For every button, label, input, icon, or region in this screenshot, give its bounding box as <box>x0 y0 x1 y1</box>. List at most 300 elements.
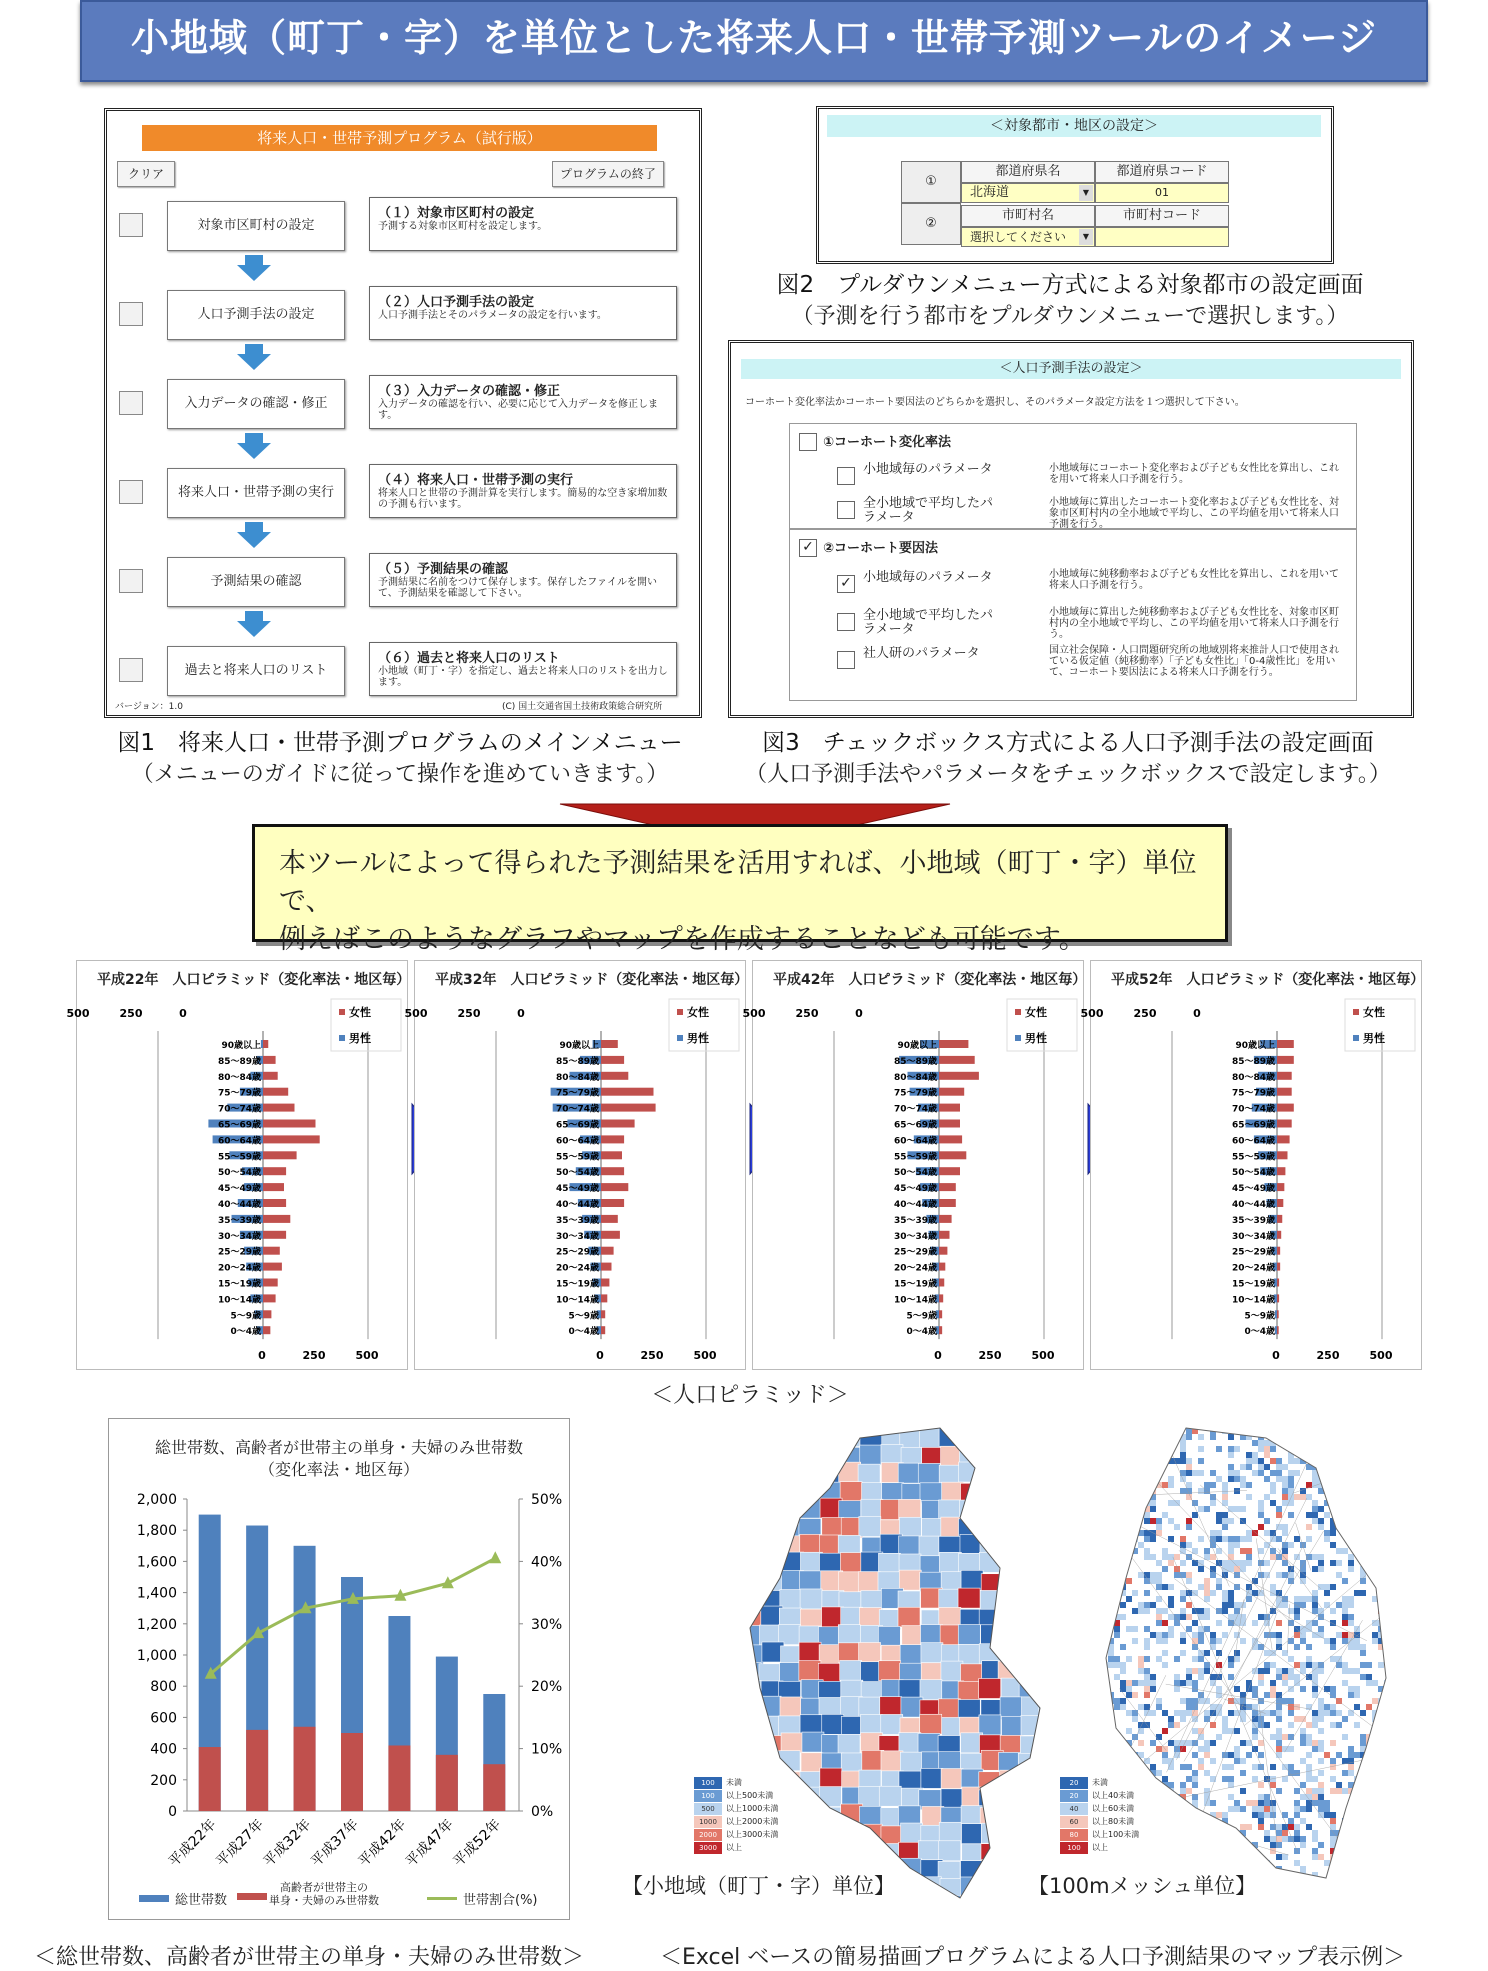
legend-male-label: 男性 <box>687 1032 709 1045</box>
legend-male-swatch <box>339 1035 345 1041</box>
legend-bar2-label <box>269 1881 379 1907</box>
chevron-down-icon[interactable]: ▼ <box>1079 229 1093 245</box>
female-bar <box>263 1056 276 1064</box>
household-chart <box>108 1418 570 1920</box>
map2-legend <box>1060 1776 1139 1854</box>
age-label: 25～29歳 <box>1231 1247 1275 1258</box>
age-label: 5～9歳 <box>906 1311 937 1322</box>
map-legend-text: 以上60未満 <box>1092 1804 1135 1813</box>
map-legend-swatch: 60 <box>1060 1816 1088 1828</box>
map-legend-text: 未満 <box>726 1778 742 1787</box>
step-detail: 入力データの確認を行い、必要に応じて入力データを修正します。 <box>378 399 658 421</box>
step-button[interactable]: 人口予測手法の設定 <box>167 290 345 340</box>
step-detail: 小地域（町丁・字）を指定し、過去と将来人口のリストを出力します。 <box>378 666 668 688</box>
map-legend-swatch: 40 <box>1060 1803 1088 1815</box>
female-bar <box>939 1263 945 1271</box>
legend-female-swatch <box>1353 1009 1359 1015</box>
age-label: 20～24歳 <box>555 1263 599 1274</box>
age-label: 0～4歳 <box>568 1327 599 1338</box>
female-bar <box>263 1183 284 1191</box>
age-label: 0～4歳 <box>230 1327 261 1338</box>
legend-male-swatch <box>1015 1035 1021 1041</box>
female-bar <box>1277 1279 1279 1287</box>
age-label: 15～19歳 <box>555 1279 599 1290</box>
bottom-tick-label: 250 <box>302 1349 326 1363</box>
x-tick-label: 平成52年 <box>450 1816 505 1871</box>
step-checkbox[interactable] <box>119 480 143 504</box>
method1-option-label: 全小地域で平均したパラメータ <box>863 496 994 525</box>
fig3-method-setting <box>728 340 1414 718</box>
city-code-label: 市町村コード <box>1095 205 1229 227</box>
female-bar <box>1277 1072 1292 1080</box>
fig3-caption-title: 図3 チェックボックス方式による人口予測手法の設定画面 <box>762 730 1374 756</box>
map-legend-row <box>1060 1841 1139 1854</box>
pyramid-svg <box>742 961 1087 1369</box>
female-bar <box>939 1326 942 1334</box>
age-label: 15～19歳 <box>893 1279 937 1290</box>
age-label: 80～84歳 <box>217 1072 261 1083</box>
top-tick-label: 250 <box>1133 1007 1157 1020</box>
legend-male-swatch <box>1353 1035 1359 1041</box>
female-bar <box>939 1231 950 1239</box>
household-caption: ＜総世帯数、高齢者が世帯主の単身・夫婦のみ世帯数＞ <box>34 1945 585 1970</box>
elderly-households-bar <box>246 1730 268 1811</box>
age-label: 0～4歳 <box>1244 1327 1275 1338</box>
step-detail: 将来人口と世帯の予測計算を実行します。簡易的な空き家増加数の予測も行います。 <box>378 488 668 510</box>
legend-male-swatch <box>677 1035 683 1041</box>
step-detail: 予測する対象市区町村を設定します。 <box>378 221 548 232</box>
map-caption: ＜Excel ベースの簡易描画プログラムによる人口予測結果のマップ表示例＞ <box>660 1945 1406 1970</box>
map-legend-text: 以上100未満 <box>1092 1830 1140 1839</box>
x-tick-label: 平成22年 <box>165 1816 220 1871</box>
female-bar <box>263 1151 297 1159</box>
female-bar <box>939 1167 960 1175</box>
female-bar <box>1277 1199 1283 1207</box>
step-heading: （１）対象市区町村の設定 <box>378 206 535 221</box>
female-bar <box>1277 1231 1281 1239</box>
bottom-tick-label: 500 <box>1031 1349 1055 1363</box>
method2-option-label: 社人研のパラメータ <box>863 646 980 661</box>
map-legend-swatch: 20 <box>1060 1777 1088 1789</box>
female-bar <box>1277 1294 1279 1302</box>
step-heading: （５）予測結果の確認 <box>378 562 509 577</box>
legend-male-label: 男性 <box>1025 1032 1047 1045</box>
pyramid-svg <box>66 961 411 1369</box>
female-bar <box>1277 1326 1279 1334</box>
age-label: 65～69歳 <box>893 1120 937 1131</box>
legend-bar1-swatch <box>139 1895 169 1902</box>
city-select-value: 選択してください <box>970 230 1067 244</box>
map-legend-row <box>694 1815 778 1828</box>
age-label: 80～84歳 <box>893 1072 937 1083</box>
female-bar <box>939 1294 943 1302</box>
city-code-value <box>1095 227 1229 247</box>
age-label: 45～49歳 <box>893 1184 937 1195</box>
age-label: 25～29歳 <box>893 1247 937 1258</box>
step-detail: 人口予測手法とそのパラメータの設定を行います。 <box>378 310 607 321</box>
female-bar <box>601 1151 622 1159</box>
female-bar <box>263 1310 271 1318</box>
method2-label: ②コーホート要因法 <box>823 541 939 556</box>
legend-bar2-line1: 高齢者が世帯主の <box>280 1881 368 1894</box>
female-bar <box>601 1247 614 1255</box>
female-bar <box>601 1120 635 1128</box>
step-description <box>369 464 677 518</box>
fig1-title: 将来人口・世帯予測プログラム（試行版） <box>142 125 657 151</box>
female-bar <box>601 1167 624 1175</box>
step-checkbox[interactable] <box>119 569 143 593</box>
female-bar <box>939 1104 960 1112</box>
method2-option-checkbox[interactable] <box>837 613 855 631</box>
x-tick-label: 平成47年 <box>403 1816 457 1871</box>
female-bar <box>263 1279 278 1287</box>
pyramid-chart <box>66 960 411 1370</box>
arrow-down-icon <box>237 344 271 370</box>
age-label: 55～59歳 <box>555 1152 599 1163</box>
y-tick-label: 400 <box>150 1741 177 1758</box>
legend-female-label: 女性 <box>1025 1006 1047 1019</box>
age-label: 5～9歳 <box>568 1311 599 1322</box>
age-label: 45～49歳 <box>555 1184 599 1195</box>
elderly-households-bar <box>388 1745 410 1811</box>
fig2-caption-title: 図2 プルダウンメニュー方式による対象都市の設定画面 <box>776 272 1364 298</box>
pyramid-chart <box>1080 960 1425 1370</box>
age-label: 60～64歳 <box>217 1136 261 1147</box>
bottom-tick-label: 0 <box>258 1349 266 1363</box>
female-bar <box>601 1263 612 1271</box>
pref-select-value: 北海道 <box>970 185 1010 200</box>
step-heading: （３）入力データの確認・修正 <box>378 384 561 399</box>
map-legend-row <box>1060 1776 1139 1789</box>
bottom-tick-label: 500 <box>355 1349 379 1363</box>
legend-bar2 <box>269 1881 379 1907</box>
age-label: 50～54歳 <box>555 1168 599 1179</box>
household-chart-subtitle: （変化率法・地区毎） <box>258 1460 419 1479</box>
map-legend-text: 以上40未満 <box>1092 1791 1135 1800</box>
y2-tick-label: 30% <box>531 1616 563 1633</box>
age-label: 45～49歳 <box>1231 1184 1275 1195</box>
female-bar <box>601 1183 628 1191</box>
age-label: 10～14歳 <box>893 1295 937 1306</box>
age-label: 75～79歳 <box>555 1088 599 1099</box>
map-legend-swatch: 1000 <box>694 1816 722 1828</box>
female-bar <box>601 1294 607 1302</box>
x-tick-label: 平成42年 <box>355 1816 410 1871</box>
female-bar <box>1277 1056 1294 1064</box>
female-bar <box>601 1104 656 1112</box>
female-bar <box>601 1310 605 1318</box>
female-bar <box>263 1120 316 1128</box>
bottom-tick-label: 0 <box>934 1349 942 1363</box>
map-legend-text: 以上2000未満 <box>726 1817 779 1826</box>
y-tick-label: 2,000 <box>136 1492 177 1508</box>
female-bar <box>601 1215 618 1223</box>
step-button[interactable]: 将来人口・世帯予測の実行 <box>167 468 345 518</box>
map-legend-row <box>694 1802 778 1815</box>
female-bar <box>1277 1167 1285 1175</box>
top-tick-label: 250 <box>795 1007 819 1020</box>
age-label: 20～24歳 <box>1231 1263 1275 1274</box>
age-label: 55～59歳 <box>893 1152 937 1163</box>
chevron-down-icon[interactable]: ▼ <box>1079 185 1093 201</box>
city-name-label: 市町村名 <box>961 205 1095 227</box>
bottom-tick-label: 500 <box>693 1349 717 1363</box>
female-bar <box>1277 1104 1294 1112</box>
age-label: 70～74歳 <box>555 1104 599 1115</box>
age-label: 50～54歳 <box>893 1168 937 1179</box>
female-bar <box>263 1199 286 1207</box>
elderly-households-bar <box>341 1733 363 1811</box>
legend-female-label: 女性 <box>687 1006 709 1019</box>
age-label: 30～34歳 <box>1231 1231 1275 1242</box>
female-bar <box>263 1072 278 1080</box>
y2-tick-label: 10% <box>531 1741 563 1758</box>
pref-code-value: 01 <box>1095 183 1229 203</box>
pyramid-title: 平成42年 人口ピラミッド（変化率法・地区毎） <box>773 972 1087 988</box>
step-heading: （６）過去と将来人口のリスト <box>378 651 560 666</box>
female-bar <box>263 1088 288 1096</box>
top-tick-label: 0 <box>517 1007 525 1020</box>
elderly-households-bar <box>294 1727 316 1811</box>
legend-female-swatch <box>339 1009 345 1015</box>
step-button[interactable]: 予測結果の確認 <box>167 557 345 607</box>
age-label: 35～39歳 <box>555 1215 599 1226</box>
step-checkbox[interactable] <box>119 213 143 237</box>
method2-option-checkbox[interactable] <box>837 651 855 669</box>
map-legend-swatch: 100 <box>694 1777 722 1789</box>
top-tick-label: 0 <box>179 1007 187 1020</box>
arrow-down-icon <box>237 433 271 459</box>
pref-code-label: 都道府県コード <box>1095 161 1229 183</box>
female-bar <box>263 1263 282 1271</box>
legend-line-swatch <box>427 1897 457 1900</box>
female-bar <box>1277 1247 1280 1255</box>
step-heading: （４）将来人口・世帯予測の実行 <box>378 473 574 488</box>
arrow-down-icon <box>237 255 271 281</box>
message-line2: 例えばこのようなグラフやマップを作成することなども可能です。 <box>279 924 1086 955</box>
mesh-map-100m <box>1096 1428 1396 1888</box>
map-legend-row <box>1060 1789 1139 1802</box>
step-checkbox[interactable] <box>119 391 143 415</box>
female-bar <box>1277 1151 1288 1159</box>
map-legend-text: 以上80未満 <box>1092 1817 1135 1826</box>
step-description <box>369 553 677 607</box>
fig3-instruction: コーホート変化率法かコーホート要因法のどちらかを選択し、そのパラメータ設定方法を１つ選択して下さい。 <box>745 397 1245 408</box>
age-label: 0～4歳 <box>906 1327 937 1338</box>
map-legend-text: 以上1000未満 <box>726 1804 779 1813</box>
male-bar <box>1275 1310 1277 1318</box>
age-label: 90歳以上 <box>1235 1041 1275 1051</box>
legend-bar2-swatch <box>237 1893 267 1900</box>
method1-option-checkbox[interactable] <box>837 501 855 519</box>
method2-option-label: 小地域毎のパラメータ <box>863 570 993 585</box>
fig1-caption <box>104 724 696 788</box>
exit-program-button[interactable]: プログラムの終了 <box>552 161 664 187</box>
female-bar <box>1277 1120 1292 1128</box>
age-label: 40～44歳 <box>893 1200 937 1210</box>
map2-label: 【100mメッシュ単位】 <box>1028 1874 1257 1898</box>
step-checkbox[interactable] <box>119 302 143 326</box>
age-label: 55～59歳 <box>1231 1152 1275 1163</box>
age-label: 20～24歳 <box>217 1263 261 1274</box>
pref-select[interactable] <box>961 183 1095 203</box>
age-label: 70～74歳 <box>893 1104 937 1115</box>
method1-checkbox[interactable] <box>799 433 817 451</box>
female-bar <box>601 1072 628 1080</box>
map-legend-swatch: 20 <box>1060 1790 1088 1802</box>
method2-option-checkbox[interactable]: ✓ <box>837 575 855 593</box>
age-label: 60～64歳 <box>555 1136 599 1147</box>
step-button[interactable]: 入力データの確認・修正 <box>167 379 345 429</box>
map-legend-swatch: 80 <box>1060 1829 1088 1841</box>
method1-option-label: 小地域毎のパラメータ <box>863 462 993 477</box>
female-bar <box>939 1072 979 1080</box>
map-legend-text: 以上 <box>726 1843 742 1852</box>
female-bar <box>939 1199 956 1207</box>
map-legend-text: 以上500未満 <box>726 1791 774 1800</box>
age-label: 30～34歳 <box>555 1231 599 1242</box>
method1-option-checkbox[interactable] <box>837 467 855 485</box>
age-label: 70～74歳 <box>217 1104 261 1115</box>
message-box <box>252 824 1228 955</box>
age-label: 85～89歳 <box>217 1056 261 1067</box>
female-bar <box>939 1040 968 1048</box>
map-legend-text: 以上 <box>1092 1843 1108 1852</box>
age-label: 75～79歳 <box>893 1088 937 1099</box>
age-label: 45～49歳 <box>217 1184 261 1195</box>
female-bar <box>1277 1215 1282 1223</box>
female-bar <box>939 1056 975 1064</box>
map-legend-swatch: 2000 <box>694 1829 722 1841</box>
row1-number: ① <box>901 161 961 203</box>
top-tick-label: 250 <box>457 1007 481 1020</box>
elderly-households-bar <box>436 1755 458 1811</box>
female-bar <box>1277 1183 1284 1191</box>
elderly-households-bar <box>199 1747 221 1811</box>
age-label: 10～14歳 <box>1231 1295 1275 1306</box>
age-label: 90歳以上 <box>559 1041 599 1051</box>
map-legend-row <box>694 1841 778 1854</box>
female-bar <box>263 1326 270 1334</box>
step-button[interactable]: 対象市区町村の設定 <box>167 201 345 251</box>
fig1-caption-sub: （メニューのガイドに従って操作を進めていきます。） <box>131 762 669 787</box>
step-description <box>369 286 677 340</box>
age-label: 60～64歳 <box>1231 1136 1275 1147</box>
female-bar <box>601 1279 609 1287</box>
female-bar <box>263 1215 290 1223</box>
y-tick-label: 200 <box>150 1772 177 1789</box>
age-label: 65～69歳 <box>217 1120 261 1131</box>
female-bar <box>263 1294 276 1302</box>
method2-option-label: 全小地域で平均したパラメータ <box>863 608 994 637</box>
y-tick-label: 1,200 <box>136 1616 177 1633</box>
female-bar <box>1277 1263 1280 1271</box>
fig2-caption <box>740 266 1400 330</box>
copyright-label: (C) 国土交通省国土技術政策総合研究所 <box>502 702 663 712</box>
age-label: 40～44歳 <box>217 1200 261 1210</box>
page-banner: 小地域（町丁・字）を単位とした将来人口・世帯予測ツールのイメージ <box>80 0 1428 82</box>
fig2-header: ＜対象都市・地区の設定＞ <box>827 115 1321 137</box>
female-bar <box>263 1167 286 1175</box>
female-bar <box>263 1040 268 1048</box>
bottom-tick-label: 0 <box>596 1349 604 1363</box>
method2-option-desc: 小地域毎に算出した純移動率および子ども女性比を、対象市区町村内の全小地域で平均し、この平均値を用いて将来人口予測を行う。 <box>1049 607 1339 640</box>
map1-legend <box>694 1776 778 1854</box>
age-label: 30～34歳 <box>217 1231 261 1242</box>
female-bar <box>939 1310 942 1318</box>
method1-option-desc: 小地域毎に算出したコーホート変化率および子ども女性比を、対象市区町村内の全小地域で平均し、この平均値を用いて将来人口予測を行う。 <box>1049 497 1339 530</box>
y-tick-label: 0 <box>168 1804 177 1820</box>
age-label: 25～29歳 <box>555 1247 599 1258</box>
age-label: 75～79歳 <box>217 1088 261 1099</box>
clear-button[interactable]: クリア <box>117 161 175 187</box>
age-label: 50～54歳 <box>1231 1168 1275 1179</box>
legend-female-swatch <box>677 1009 683 1015</box>
legend-bar1-label: 総世帯数 <box>175 1893 228 1908</box>
female-bar <box>1277 1310 1279 1318</box>
age-label: 80～84歳 <box>555 1072 599 1083</box>
age-label: 35～39歳 <box>1231 1215 1275 1226</box>
step-description <box>369 375 677 429</box>
pyramid-title: 平成22年 人口ピラミッド（変化率法・地区毎） <box>97 972 411 988</box>
female-bar <box>601 1088 654 1096</box>
age-label: 20～24歳 <box>893 1263 937 1274</box>
map-legend-row <box>1060 1802 1139 1815</box>
y-tick-label: 1,800 <box>136 1523 177 1540</box>
age-label: 5～9歳 <box>1244 1311 1275 1322</box>
female-bar <box>601 1135 624 1143</box>
age-label: 35～39歳 <box>893 1215 937 1226</box>
city-select[interactable] <box>961 227 1095 247</box>
female-bar <box>939 1120 960 1128</box>
map-legend-swatch: 500 <box>694 1803 722 1815</box>
step-description <box>369 197 677 251</box>
legend-line-label: 世帯割合(%) <box>463 1893 538 1908</box>
step-detail: 予測結果に名前をつけて保存します。保存したファイルを開いて、予測結果を確認して下さい。 <box>378 577 657 599</box>
age-label: 40～44歳 <box>1231 1200 1275 1210</box>
top-tick-label: 0 <box>1193 1007 1201 1020</box>
version-label: バージョン：1.0 <box>115 702 183 712</box>
age-label: 60～64歳 <box>893 1136 937 1147</box>
fig2-city-setting <box>816 106 1334 264</box>
method2-option-desc: 国立社会保障・人口問題研究所の地域別将来推計人口で使用されている仮定値（純移動率）「子ども女性比」「0-4歳性比」を用いて、コーホート要因法による将来人口予測を行う。 <box>1049 645 1339 678</box>
legend-female-label: 女性 <box>1363 1006 1385 1019</box>
bottom-tick-label: 250 <box>1316 1349 1340 1363</box>
map-legend-row <box>1060 1828 1139 1841</box>
step-button[interactable]: 過去と将来人口のリスト <box>167 646 345 696</box>
fig3-caption-sub: （人口予測手法やパラメータをチェックボックスで設定します。） <box>745 762 1391 787</box>
age-label: 35～39歳 <box>217 1215 261 1226</box>
method2-checkbox[interactable]: ✓ <box>799 539 817 557</box>
y-tick-label: 600 <box>150 1710 177 1727</box>
age-label: 70～74歳 <box>1231 1104 1275 1115</box>
household-chart-svg <box>109 1419 569 1919</box>
bottom-tick-label: 250 <box>978 1349 1002 1363</box>
female-bar <box>939 1247 947 1255</box>
age-label: 65～69歳 <box>1231 1120 1275 1131</box>
pyramid-chart <box>742 960 1087 1370</box>
y-tick-label: 800 <box>150 1679 177 1696</box>
top-tick-label: 250 <box>119 1007 143 1020</box>
female-bar <box>939 1088 964 1096</box>
legend-female-swatch <box>1015 1009 1021 1015</box>
male-bar <box>1275 1326 1277 1334</box>
step-checkbox[interactable] <box>119 658 143 682</box>
y2-tick-label: 50% <box>531 1492 563 1508</box>
row2-number: ② <box>901 203 961 245</box>
age-label: 40～44歳 <box>555 1200 599 1210</box>
female-bar <box>601 1199 624 1207</box>
